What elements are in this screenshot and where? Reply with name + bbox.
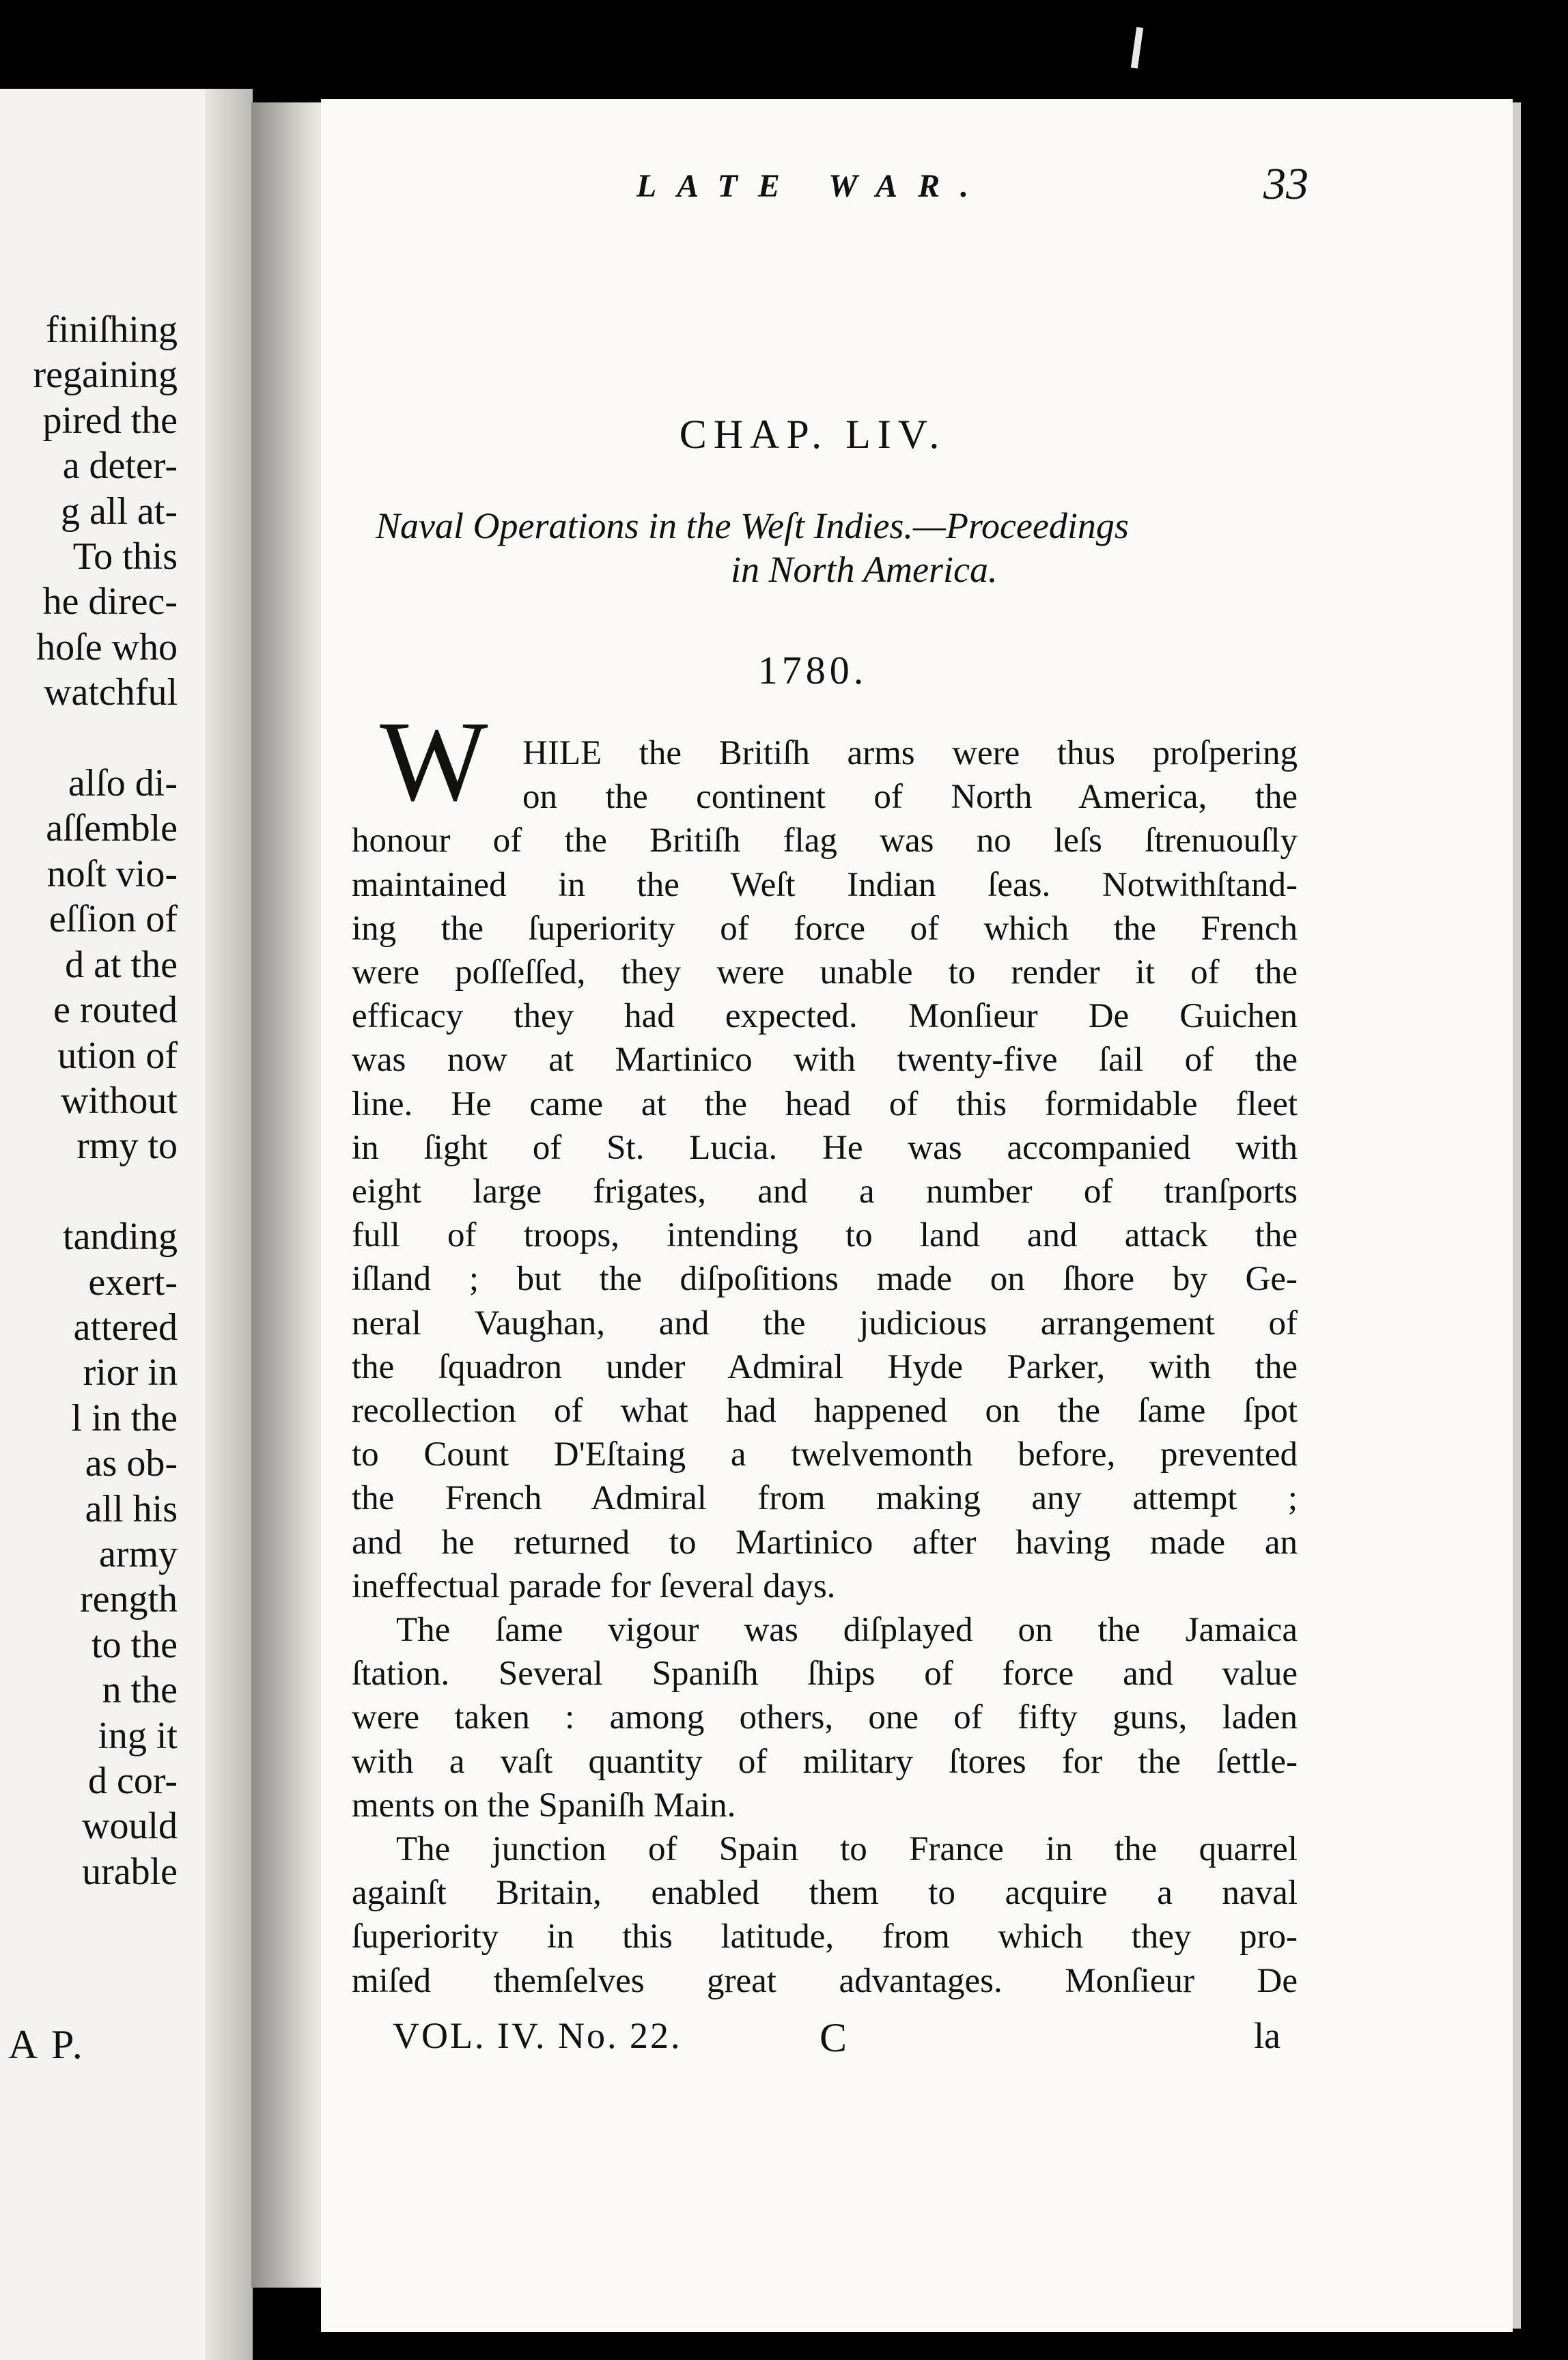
body-text bbox=[352, 731, 1298, 2003]
left-line: as ob- bbox=[85, 1442, 178, 1485]
chapter-title: CHAP. LIV. bbox=[679, 412, 947, 457]
left-line: ution of bbox=[57, 1034, 178, 1077]
left-line bbox=[33, 1169, 178, 1214]
left-line: would bbox=[82, 1805, 178, 1848]
left-line: tanding bbox=[63, 1216, 178, 1259]
left-line: d cor- bbox=[87, 1760, 178, 1802]
page-number: 33 bbox=[1263, 159, 1308, 209]
left-line: exert- bbox=[88, 1261, 178, 1304]
text-line: efficacy they had expected. Monſieur De Guichen bbox=[352, 997, 1298, 1036]
catchword: la bbox=[1254, 2015, 1280, 2056]
text-line: the ſquadron under Admiral Hyde Parker, with the bbox=[352, 1347, 1298, 1386]
left-line: to the bbox=[92, 1623, 178, 1666]
text-line: ineffectual parade for ſeveral days. bbox=[352, 1567, 836, 1605]
text-line: HILE the Britiſh arms were thus proſpering bbox=[522, 734, 1298, 772]
gutter-shadow bbox=[251, 102, 326, 2288]
text-line: maintained in the Weſt Indian ſeas. Notwithſtand- bbox=[352, 865, 1298, 904]
text-line: ſuperiority in this latitude, from which they pro- bbox=[352, 1918, 1298, 1956]
left-line: eſſion of bbox=[48, 898, 178, 941]
left-line: aſſemble bbox=[46, 807, 178, 850]
left-line: rmy to bbox=[76, 1125, 178, 1168]
left-line: n the bbox=[102, 1669, 178, 1712]
text-line: and he returned to Martinico after having made an bbox=[352, 1523, 1298, 1562]
text-line: The junction of Spain to France in the quarrel bbox=[396, 1830, 1298, 1869]
text-line: the French Admiral from making any attempt ; bbox=[352, 1479, 1298, 1518]
text-line: in ſight of St. Lucia. He was accompanied with bbox=[352, 1128, 1298, 1167]
drop-cap: W bbox=[380, 698, 488, 825]
text-line: iſland ; but the diſpoſitions made on ſhore by Ge- bbox=[352, 1260, 1298, 1299]
left-page-text bbox=[33, 307, 178, 1894]
text-line: ing the ſuperiority of force of which the French bbox=[352, 909, 1298, 948]
left-line: urable bbox=[82, 1850, 178, 1893]
left-line: rength bbox=[79, 1578, 178, 1621]
left-line: army bbox=[98, 1532, 178, 1575]
left-line: pired the bbox=[42, 399, 178, 442]
left-gutter-shade bbox=[205, 89, 253, 2360]
corner-mark bbox=[1131, 27, 1143, 69]
text-line: with a vaſt quantity of military ſtores for the ſettle- bbox=[352, 1742, 1298, 1781]
left-line: without bbox=[60, 1079, 178, 1122]
left-catchword: A P. bbox=[8, 2022, 85, 2067]
left-line: noſt vio- bbox=[46, 852, 178, 895]
left-line: finiſhing bbox=[46, 309, 178, 351]
text-line: ments on the Spaniſh Main. bbox=[352, 1786, 736, 1825]
text-line: ſtation. Several Spaniſh ſhips of force and value bbox=[352, 1655, 1298, 1694]
left-line: all his bbox=[85, 1487, 178, 1530]
left-line: ing it bbox=[98, 1714, 178, 1757]
left-line: d at the bbox=[65, 943, 178, 986]
left-line: he direc- bbox=[42, 580, 178, 623]
left-line: e routed bbox=[53, 989, 178, 1032]
left-page bbox=[0, 89, 253, 2360]
chapter-year: 1780. bbox=[757, 648, 868, 692]
text-line: line. He came at the head of this formidable fleet bbox=[352, 1084, 1298, 1123]
running-head: LATE WAR. bbox=[636, 168, 990, 204]
left-line: To this bbox=[72, 535, 178, 578]
signature-mark: VOL. IV. No. 22. bbox=[393, 2015, 682, 2056]
left-line: a deter- bbox=[62, 445, 178, 488]
left-line bbox=[33, 716, 178, 761]
left-line: g all at- bbox=[60, 490, 178, 533]
text-line: againſt Britain, enabled them to acquire a naval bbox=[352, 1874, 1298, 1913]
text-line: eight large frigates, and a number of tranſports bbox=[352, 1172, 1298, 1211]
text-line: were taken : among others, one of fifty guns, laden bbox=[352, 1698, 1298, 1737]
summary-line: in North America. bbox=[731, 549, 998, 590]
text-line: were poſſeſſed, they were unable to render it of the bbox=[352, 953, 1298, 992]
text-line: miſed themſelves great advantages. Monſieur De bbox=[352, 1961, 1298, 2000]
left-line: watchful bbox=[44, 671, 178, 714]
text-line: to Count D'Eſtaing a twelvemonth before, prevented bbox=[352, 1435, 1298, 1474]
text-line: neral Vaughan, and the judicious arrangement of bbox=[352, 1304, 1298, 1343]
page-edge bbox=[1513, 102, 1521, 2329]
text-line: full of troops, intending to land and attack the bbox=[352, 1216, 1298, 1255]
text-line: was now at Martinico with twenty-five ſail of the bbox=[352, 1041, 1298, 1080]
left-line: attered bbox=[73, 1306, 178, 1349]
summary-line: Naval Operations in the Weſt Indies.—Proceedings bbox=[376, 505, 1129, 546]
left-line: regaining bbox=[33, 354, 178, 397]
left-line: rior in bbox=[83, 1351, 178, 1394]
left-line: hoſe who bbox=[36, 626, 178, 669]
text-line: recollection of what had happened on the ſame ſpot bbox=[352, 1392, 1298, 1431]
left-line: l in the bbox=[71, 1396, 178, 1439]
signature-letter: C bbox=[820, 2015, 848, 2060]
left-line: alſo di- bbox=[68, 762, 178, 805]
text-line: on the continent of North America, the bbox=[522, 778, 1298, 817]
chapter-summary bbox=[376, 504, 1304, 591]
text-line: honour of the Britiſh flag was no leſs ſtrenuouſly bbox=[352, 821, 1298, 860]
text-line: The ſame vigour was diſplayed on the Jamaica bbox=[396, 1611, 1298, 1650]
